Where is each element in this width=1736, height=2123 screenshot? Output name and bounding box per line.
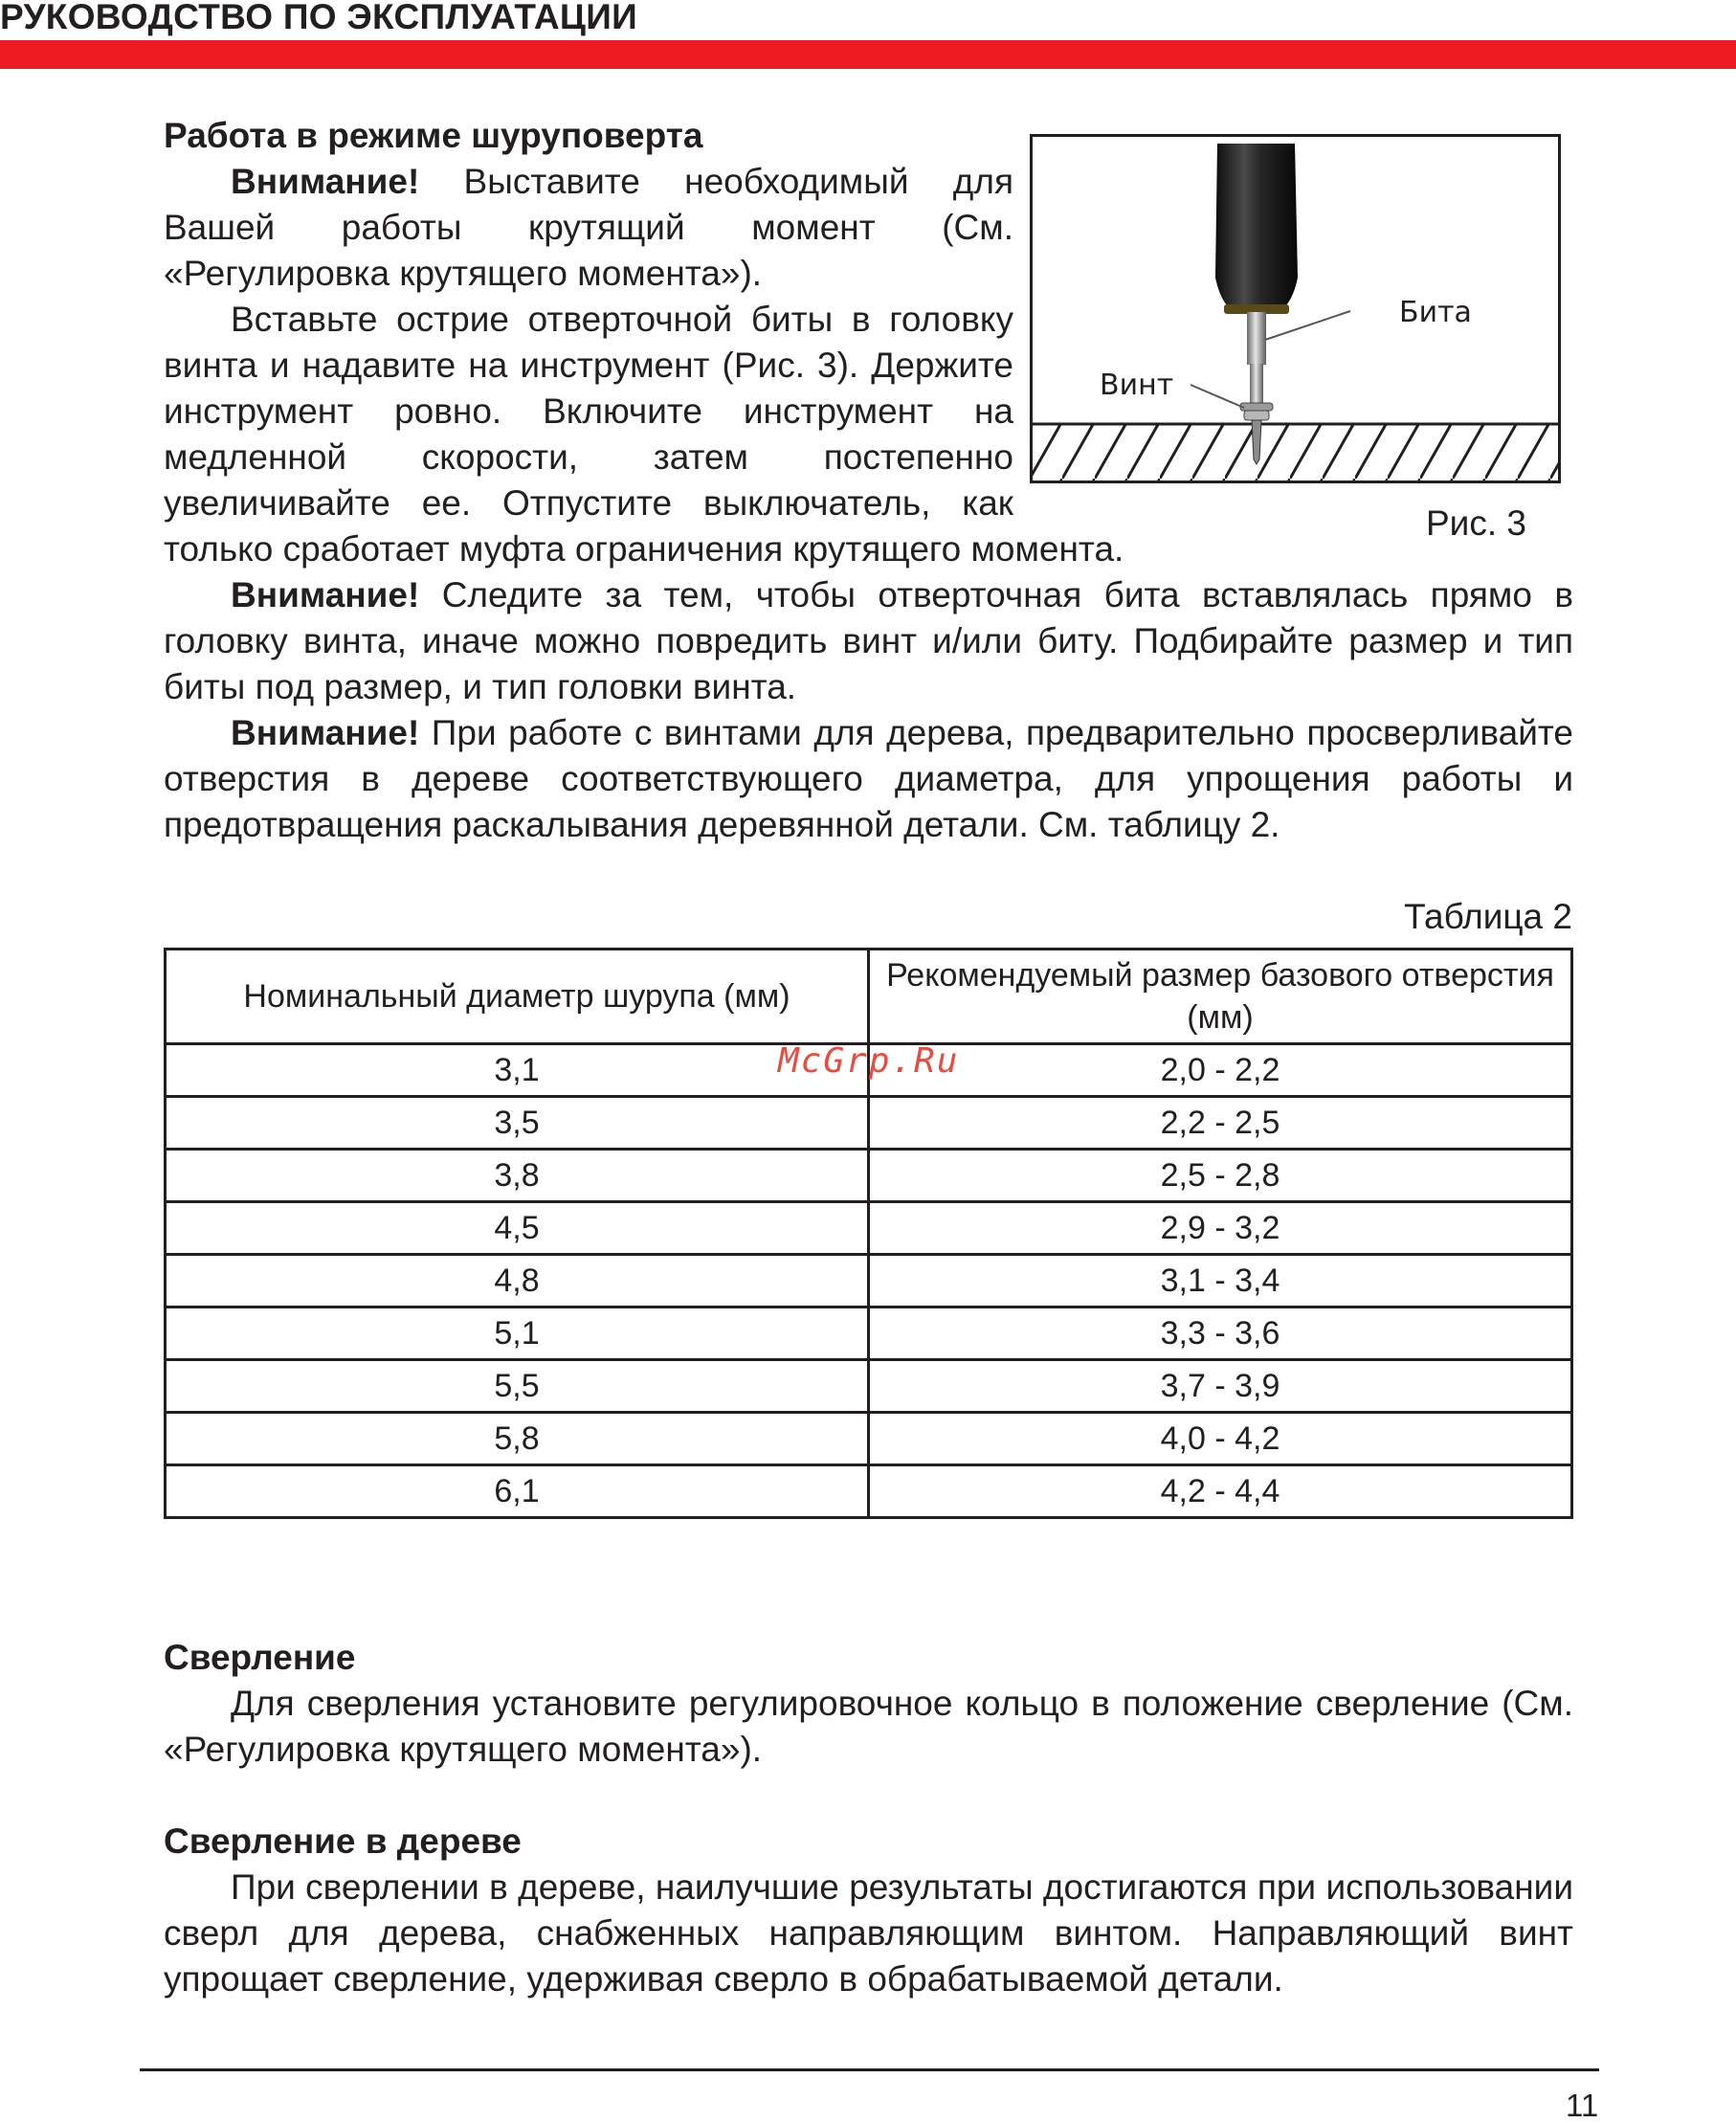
paragraph-text: Выставите необходимый для Вашей работы крутящий момент (См. «Регулировка крутящего момента»). (164, 162, 1013, 293)
drilling-paragraph: Для сверления установите регулировочное кольцо в положение сверление (См. «Регулировка крутящего момента»). (164, 1684, 1573, 1769)
table-cell: 3,3 - 3,6 (869, 1307, 1572, 1360)
drill-chuck (1215, 144, 1298, 311)
workpiece-surface (1031, 424, 1560, 482)
screw-hole-table (164, 948, 1573, 1519)
table-row (166, 1465, 1572, 1518)
table-row (166, 1202, 1572, 1255)
table-cell: 4,5 (166, 1202, 869, 1255)
screwdriver-section-wide (164, 526, 1573, 848)
warning-lead: Внимание! (231, 162, 420, 201)
drilling-section (164, 1635, 1573, 1773)
footer-divider (140, 2068, 1599, 2071)
screwdriver-paragraph-4 (164, 710, 1573, 848)
screwdriver-paragraph-1 (164, 159, 1013, 297)
figure-caption: Рис. 3 (1426, 503, 1526, 543)
drilling-heading: Сверление (164, 1638, 356, 1677)
screw-shank (1252, 420, 1261, 464)
warning-lead: Внимание! (231, 713, 420, 752)
screwdriver-paragraph-2: Вставьте острие отверточной биты в головку винта и надавите на инструмент (Рис. 3). Держите инструмент ровно. Включите инструмент на медленной скорости, затем постепенно увеличивайте ее. Отпустите выключатель, как (164, 300, 1013, 523)
warning-lead: Внимание! (231, 575, 420, 615)
table-cell: 3,8 (166, 1150, 869, 1202)
figure-3 (1030, 134, 1561, 483)
table-header-cell: Рекомендуемый размер базового отверстия (мм) (869, 950, 1572, 1044)
table-cell: 3,7 - 3,9 (869, 1360, 1572, 1413)
table-cell: 3,1 (166, 1044, 869, 1097)
table-cell: 2,9 - 3,2 (869, 1202, 1572, 1255)
table-cell: 2,0 - 2,2 (869, 1044, 1572, 1097)
table-header-row (166, 950, 1572, 1044)
paragraph-text: Следите за тем, чтобы отверточная бита вставлялась прямо в головку винта, иначе можно повредить винт и/или биту. Подбирайте размер и тип биты под размер, и тип головки винта. (164, 575, 1573, 706)
page-header-title: РУКОВОДСТВО ПО ЭКСПЛУАТАЦИИ (0, 0, 638, 36)
table-cell: 5,1 (166, 1307, 869, 1360)
table-row (166, 1413, 1572, 1465)
screwdriver-paragraph-2-continuation: только сработает муфта ограничения крутящего момента. (164, 529, 1124, 569)
table-cell: 5,8 (166, 1413, 869, 1465)
table-row (166, 1307, 1572, 1360)
label-bit: Бита (1399, 296, 1472, 329)
screwdriver-paragraph-3 (164, 572, 1573, 710)
figure-3-illustration (1030, 134, 1561, 483)
wood-drilling-heading: Сверление в дереве (164, 1821, 522, 1861)
paragraph-text: При работе с винтами для дерева, предварительно просверливайте отверстия в дереве соответствующего диаметра, для упрощения работы и предотвращения раскалывания деревянной детали. См. таблицу 2. (164, 713, 1573, 844)
screw-head (1244, 411, 1269, 420)
table-cell: 3,5 (166, 1097, 869, 1150)
screwdriver-bit (1250, 364, 1263, 406)
table-row (166, 1360, 1572, 1413)
watermark-text: McGrp.Ru (778, 1041, 960, 1081)
wood-drilling-paragraph: При сверлении в дереве, наилучшие результаты достигаются при использовании сверл для дерева, снабженных направляющим винтом. Направляющий винт упрощает сверление, удерживая сверло в обрабатываемой детали. (164, 1867, 1573, 1999)
page-number: 11 (1566, 2088, 1599, 2123)
table-row (166, 1150, 1572, 1202)
table-cell: 2,5 - 2,8 (869, 1150, 1572, 1202)
table-cell: 4,2 - 4,4 (869, 1465, 1572, 1518)
table-cell: 4,8 (166, 1255, 869, 1307)
header-accent-bar (0, 40, 1736, 69)
table-row (166, 1255, 1572, 1307)
table-cell: 2,2 - 2,5 (869, 1097, 1572, 1150)
bit-holder (1247, 312, 1266, 365)
table-caption: Таблица 2 (1404, 897, 1572, 936)
screwdriver-heading: Работа в режиме шуруповерта (164, 116, 703, 155)
wood-drilling-section (164, 1819, 1573, 2002)
label-screw: Винт (1100, 369, 1174, 402)
table-cell: 3,1 - 3,4 (869, 1255, 1572, 1307)
screwdriver-section-narrow (164, 113, 1013, 526)
table-cell: 6,1 (166, 1465, 869, 1518)
table-cell: 5,5 (166, 1360, 869, 1413)
table-cell: 4,0 - 4,2 (869, 1413, 1572, 1465)
table-header-cell: Номинальный диаметр шурупа (мм) (166, 950, 869, 1044)
table-row (166, 1097, 1572, 1150)
